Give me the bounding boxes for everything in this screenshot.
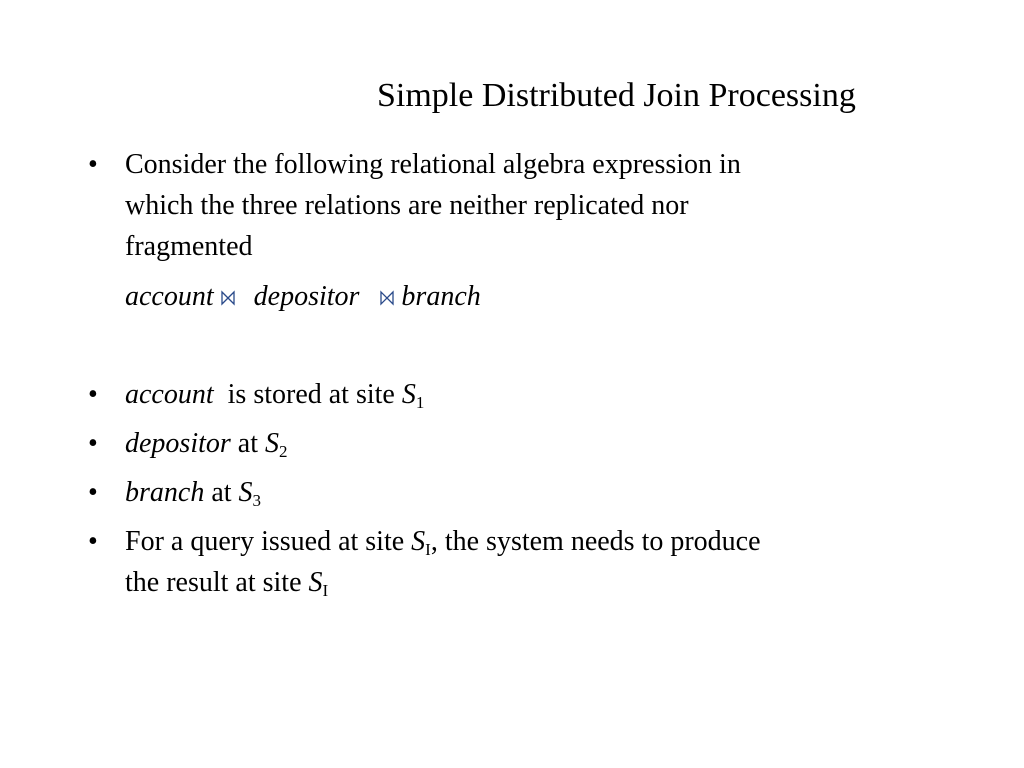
relation-name: account — [125, 379, 214, 410]
bullet-1-line-2: which the three relations are neither replicated nor — [125, 190, 689, 221]
join-expression — [125, 276, 481, 317]
bullet-text: , the system needs to produce — [430, 526, 761, 557]
bullet-marker: • — [88, 428, 98, 459]
natural-join-icon — [220, 290, 236, 306]
bullet-text: the result at site — [125, 567, 302, 598]
bullet-3 — [125, 423, 288, 464]
bullet-text: For a query issued at site — [125, 526, 405, 557]
bullet-text: at — [237, 428, 258, 459]
bullet-marker: • — [88, 149, 98, 180]
relation-name: depositor — [125, 428, 231, 459]
site-subscript: I — [322, 581, 329, 600]
site-symbol: S — [411, 526, 426, 557]
bullet-marker: • — [88, 526, 98, 557]
relation-depositor: depositor — [253, 281, 360, 312]
bullet-1-line-1: Consider the following relational algebra expression in — [125, 149, 741, 180]
site-symbol: S — [265, 428, 279, 459]
bullet-5-line-2 — [125, 562, 328, 603]
site-symbol: S — [308, 567, 323, 598]
site-symbol: S — [238, 477, 253, 508]
bullet-text: at — [211, 477, 232, 508]
bullet-text: is stored at site — [227, 379, 395, 410]
relation-account: account — [125, 281, 214, 312]
relation-branch: branch — [401, 281, 481, 312]
bullet-marker: • — [88, 477, 98, 508]
natural-join-icon — [379, 290, 395, 306]
bullet-1-line-3: fragmented — [125, 231, 253, 262]
site-subscript: 2 — [279, 442, 288, 461]
slide-title: Simple Distributed Join Processing — [377, 77, 856, 114]
bullet-5-line-1 — [125, 521, 761, 562]
bullet-4 — [125, 472, 261, 513]
site-subscript: 3 — [252, 491, 262, 510]
site-subscript: 1 — [415, 393, 425, 412]
site-symbol: S — [401, 379, 416, 410]
relation-name: branch — [125, 477, 205, 508]
bullet-2 — [125, 374, 424, 415]
bullet-marker: • — [88, 379, 98, 410]
site-subscript: I — [425, 540, 431, 559]
